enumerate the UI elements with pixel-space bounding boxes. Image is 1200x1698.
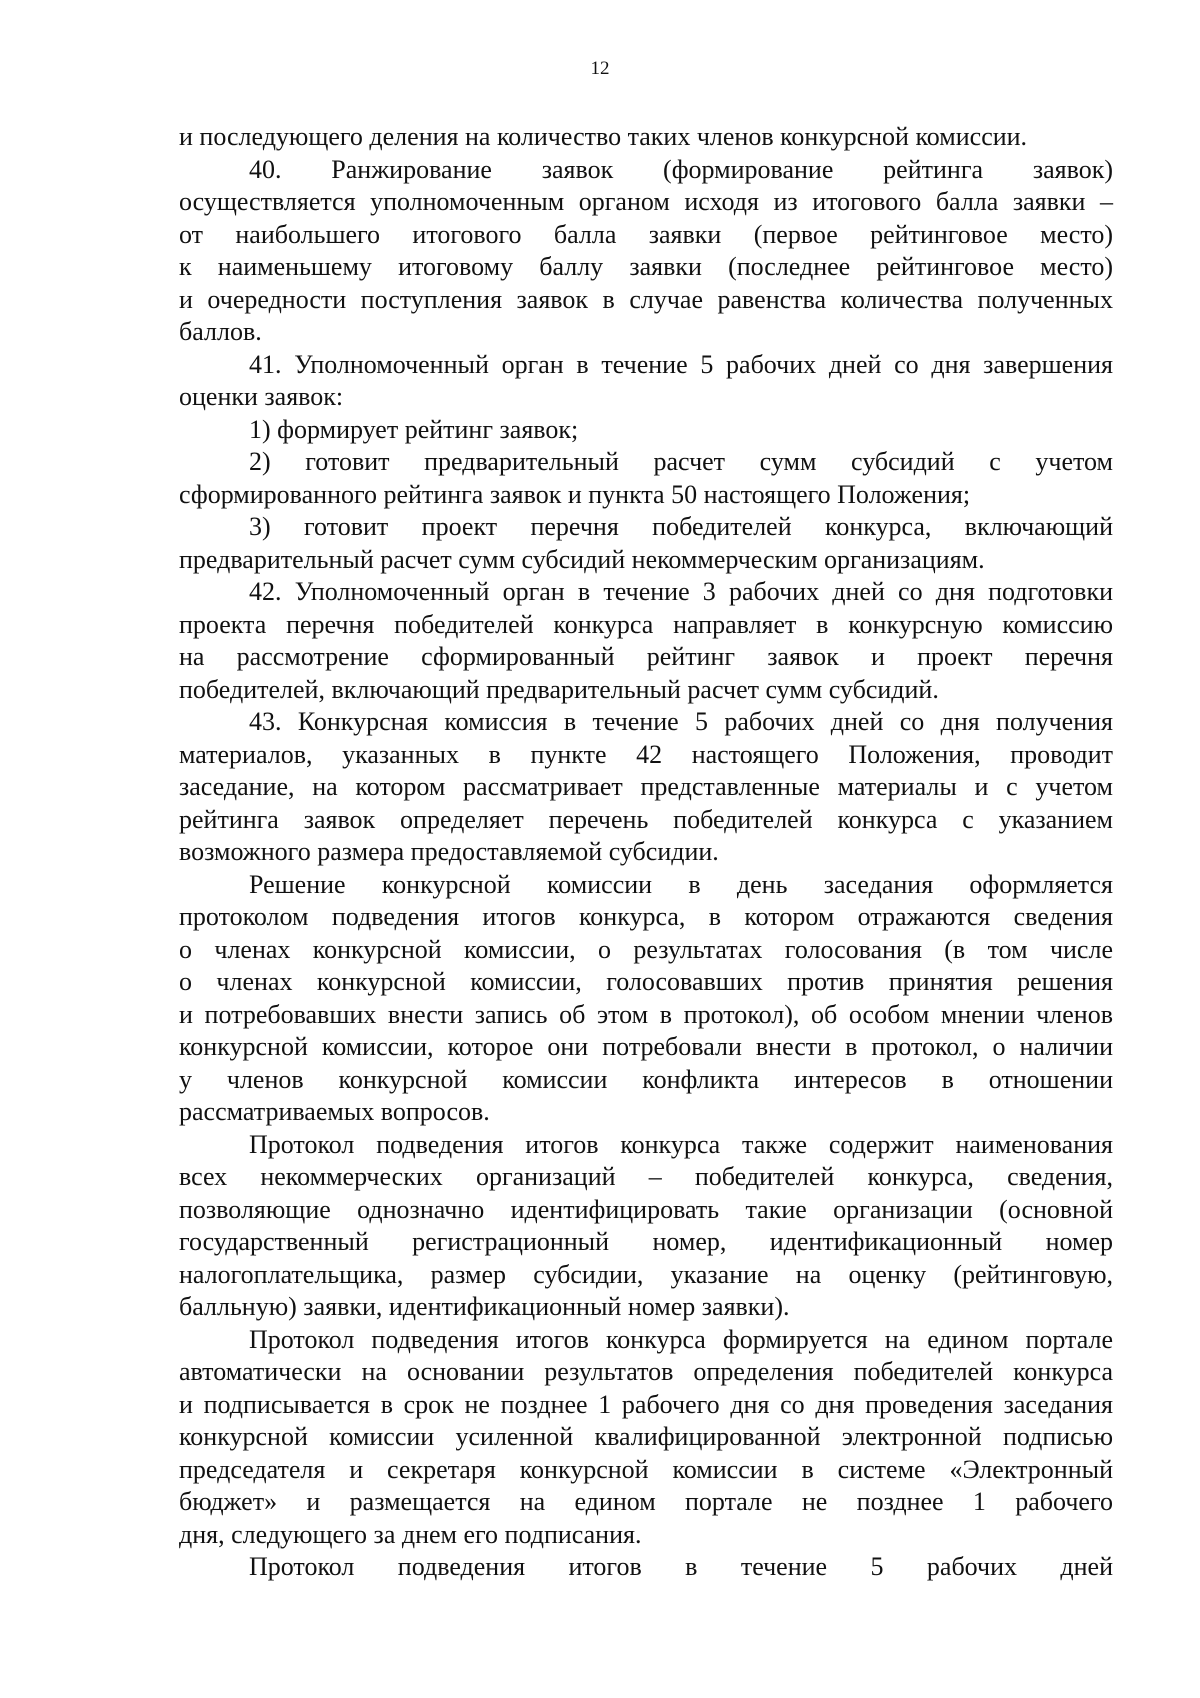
text-line: бюджет» и размещается на едином портале не позднее 1 рабочего — [179, 1487, 1113, 1516]
text-line: 40. Ранжирование заявок (формирование рейтинга заявок) — [249, 154, 1113, 184]
text-line: рассматриваемых вопросов. — [179, 1097, 490, 1126]
text-line: победителей, включающий предварительный расчет сумм субсидий. — [179, 674, 939, 704]
text-line: всех некоммерческих организаций – победителей конкурса, сведения, — [179, 1162, 1113, 1191]
text-line: возможного размера предоставляемой субсидии. — [179, 837, 719, 866]
text-line: 3) готовит проект перечня победителей конкурса, включающий — [249, 512, 1113, 541]
text-line: Протокол подведения итогов конкурса также содержит наименования — [249, 1129, 1113, 1159]
text-line: сформированного рейтинга заявок и пункта 50 настоящего Положения; — [179, 479, 971, 509]
text-line: налогоплательщика, размер субсидии, указание на оценку (рейтинговую, — [179, 1259, 1113, 1289]
text-line: председателя и секретаря конкурсной комиссии в системе «Электронный — [179, 1454, 1113, 1484]
text-line: позволяющие однозначно идентифицировать такие организации (основной — [179, 1194, 1113, 1224]
text-line: Решение конкурсной комиссии в день заседания оформляется — [249, 869, 1113, 899]
text-line: материалов, указанных в пункте 42 настоящего Положения, проводит — [179, 739, 1113, 769]
text-line: к наименьшему итоговому баллу заявки (последнее рейтинговое место) — [179, 252, 1113, 281]
text-line: автоматически на основании результатов определения победителей конкурса — [179, 1357, 1113, 1386]
text-line: 1) формирует рейтинг заявок; — [249, 414, 579, 444]
text-line: протоколом подведения итогов конкурса, в котором отражаются сведения — [179, 902, 1113, 931]
text-line: и подписывается в срок не позднее 1 рабочего дня со дня проведения заседания — [179, 1389, 1113, 1419]
text-line: у членов конкурсной комиссии конфликта интересов в отношении — [179, 1064, 1113, 1094]
text-line: оценки заявок: — [179, 382, 344, 411]
text-line: и потребовавших внести запись об этом в протокол), об особом мнении членов — [179, 999, 1113, 1029]
text-line: дня, следующего за днем его подписания. — [179, 1519, 642, 1549]
text-line: заседание, на котором рассматривает представленные материалы и с учетом — [179, 772, 1113, 801]
text-line: баллов. — [179, 317, 262, 346]
text-line: от наибольшего итогового балла заявки (первое рейтинговое место) — [179, 219, 1113, 249]
text-line: и последующего деления на количество таких членов конкурсной комиссии. — [179, 122, 1028, 151]
text-line: предварительный расчет сумм субсидий некоммерческим организациям. — [179, 544, 985, 574]
text-line: балльную) заявки, идентификационный номер заявки). — [179, 1292, 790, 1321]
text-line: конкурсной комиссии усиленной квалифицированной электронной подписью — [179, 1422, 1113, 1451]
text-line: рейтинга заявок определяет перечень победителей конкурса с указанием — [179, 804, 1113, 834]
text-line: 43. Конкурсная комиссия в течение 5 рабочих дней со дня получения — [249, 707, 1113, 736]
page-number: 12 — [590, 58, 610, 79]
text-line: и очередности поступления заявок в случае равенства количества полученных — [179, 284, 1113, 314]
text-line: Протокол подведения итогов конкурса формируется на едином портале — [249, 1324, 1113, 1354]
document-body — [179, 121, 1113, 1584]
text-line: государственный регистрационный номер, идентификационный номер — [179, 1227, 1113, 1256]
text-line: проекта перечня победителей конкурса направляет в конкурсную комиссию — [179, 609, 1113, 639]
text-line: 2) готовит предварительный расчет сумм субсидий с учетом — [249, 447, 1113, 476]
text-line: на рассмотрение сформированный рейтинг заявок и проект перечня — [179, 642, 1113, 671]
text-line: осуществляется уполномоченным органом исходя из итогового балла заявки – — [179, 187, 1113, 216]
text-line: о членах конкурсной комиссии, о результатах голосования (в том числе — [179, 934, 1113, 964]
text-line: о членах конкурсной комиссии, голосовавших против принятия решения — [179, 967, 1113, 996]
text-line: конкурсной комиссии, которое они потребовали внести в протокол, о наличии — [179, 1032, 1113, 1061]
text-line: 41. Уполномоченный орган в течение 5 рабочих дней со дня завершения — [249, 349, 1113, 379]
text-line: 42. Уполномоченный орган в течение 3 рабочих дней со дня подготовки — [249, 577, 1113, 606]
text-line: Протокол подведения итогов в течение 5 рабочих дней — [249, 1552, 1113, 1581]
